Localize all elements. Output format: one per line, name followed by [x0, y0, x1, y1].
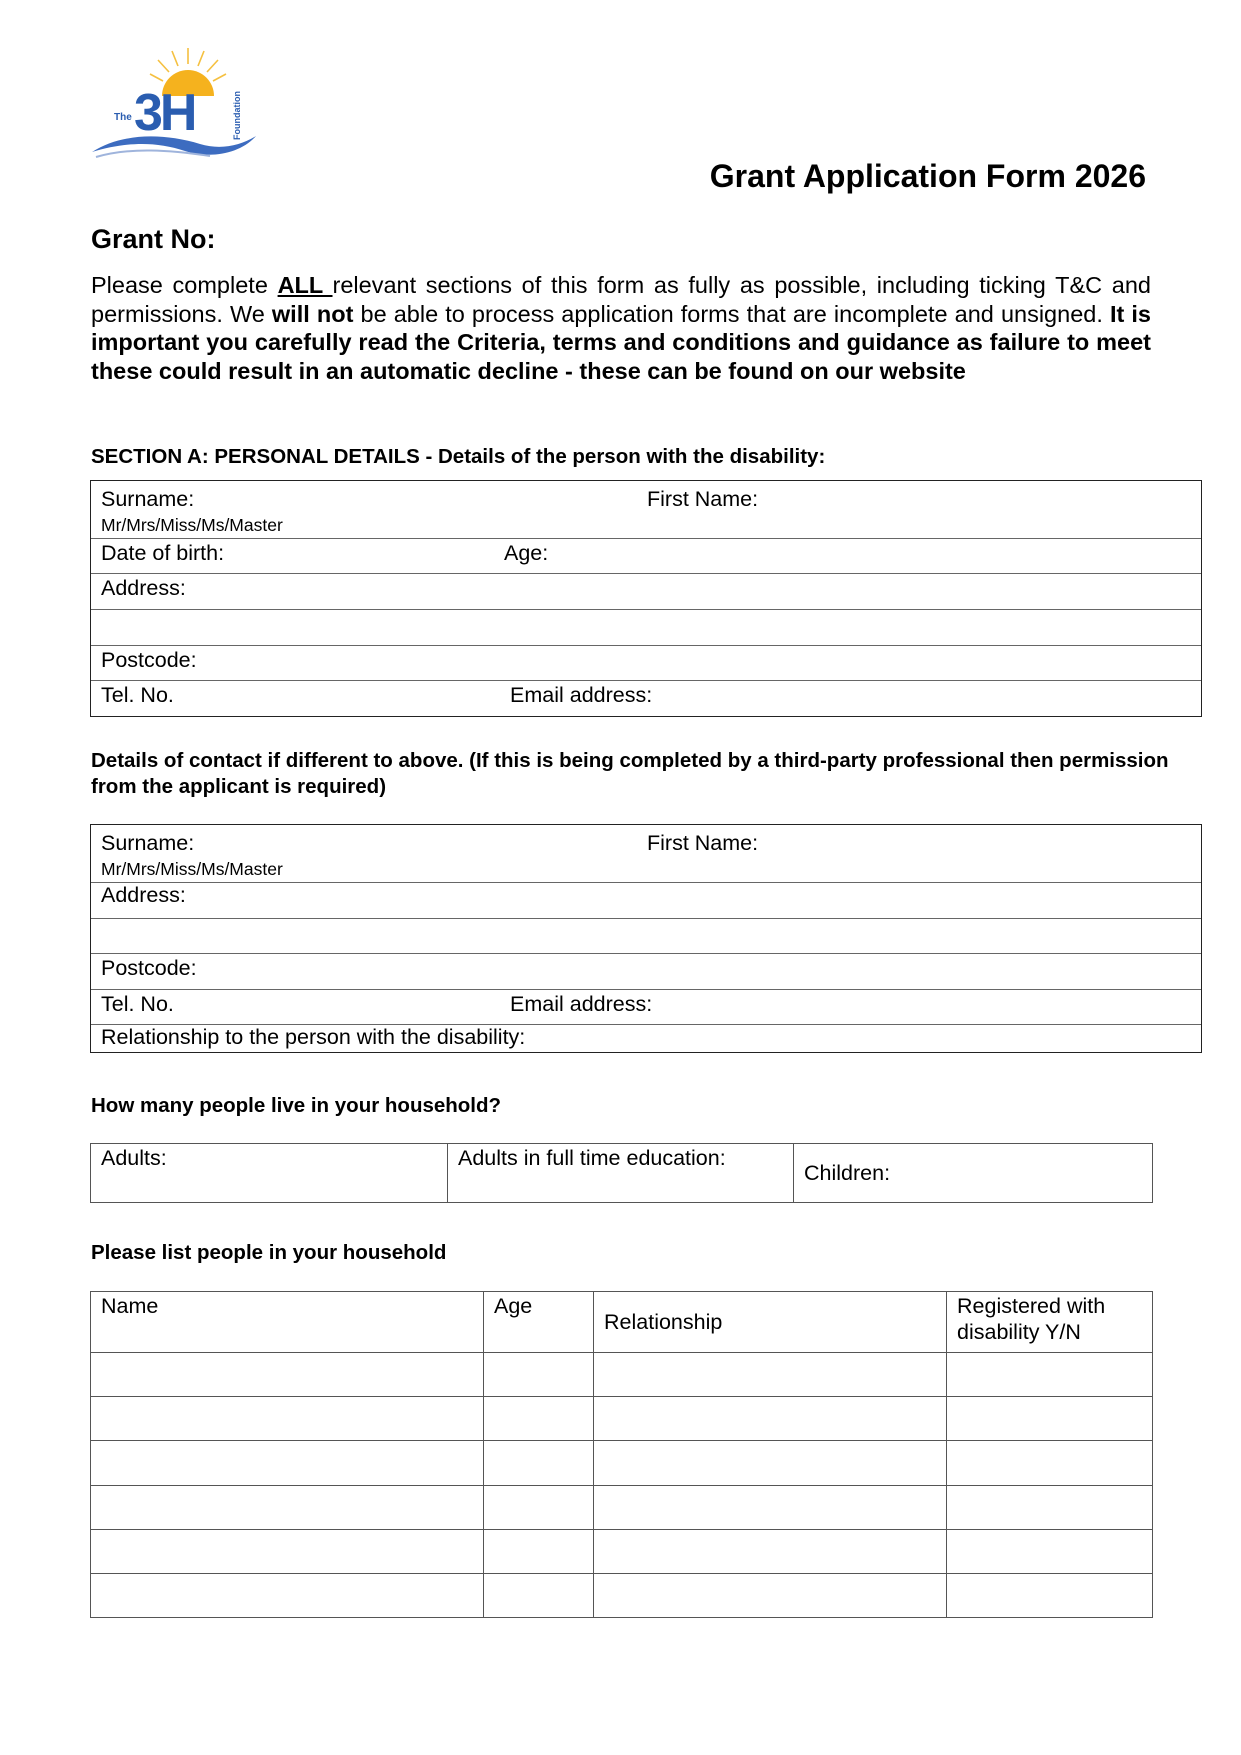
contact-relationship-row[interactable]	[91, 1025, 1201, 1052]
relationship-cell[interactable]	[594, 1397, 947, 1441]
intro-text-3: be able to process application forms that are incomplete and unsigned.	[353, 300, 1110, 327]
registered-cell[interactable]	[947, 1574, 1153, 1618]
relationship-cell[interactable]	[594, 1353, 947, 1397]
adults-cell[interactable]	[91, 1144, 448, 1203]
adults-fte-label: Adults in full time education:	[458, 1146, 726, 1170]
intro-text-2: relevant sections of this form as fully as possible, including ticking T&C and permissions. We	[91, 272, 1151, 327]
column-header-name: Name	[91, 1292, 484, 1353]
postcode-row[interactable]	[91, 646, 1201, 681]
registered-cell[interactable]	[947, 1397, 1153, 1441]
logo-the: The	[114, 112, 132, 123]
contact-address-row[interactable]	[91, 883, 1201, 919]
first-name-label: First Name:	[647, 487, 759, 511]
section-a-heading: SECTION A: PERSONAL DETAILS - Details of the person with the disability:	[91, 445, 826, 468]
tel-label: Tel. No.	[101, 683, 174, 707]
contact-postcode-row[interactable]	[91, 954, 1201, 990]
relationship-cell[interactable]	[594, 1574, 947, 1618]
address-row[interactable]	[91, 574, 1201, 610]
household-list-heading: Please list people in your household	[91, 1241, 447, 1264]
name-cell[interactable]	[91, 1486, 484, 1530]
address-label: Address:	[101, 576, 186, 600]
registered-cell[interactable]	[947, 1441, 1153, 1486]
column-header-age: Age	[484, 1292, 594, 1353]
household-list-table	[90, 1291, 1153, 1618]
tel-email-row[interactable]	[91, 681, 1201, 716]
contact-relationship-label: Relationship to the person with the disability:	[101, 1025, 526, 1049]
logo-foundation: Foundation	[232, 91, 242, 140]
contact-first-name-label: First Name:	[647, 831, 759, 855]
postcode-label: Postcode:	[101, 648, 197, 672]
table-row	[91, 1353, 1153, 1397]
email-label: Email address:	[510, 683, 653, 707]
dob-label: Date of birth:	[101, 541, 225, 565]
table-row	[91, 1574, 1153, 1618]
section-a-table	[90, 480, 1202, 717]
age-label: Age:	[504, 541, 549, 565]
dob-row[interactable]	[91, 539, 1201, 574]
household-list-header	[91, 1292, 1153, 1353]
children-cell[interactable]	[794, 1144, 1153, 1203]
name-cell[interactable]	[91, 1530, 484, 1574]
children-label: Children:	[804, 1160, 891, 1185]
table-row	[91, 1486, 1153, 1530]
intro-will-not: will not	[271, 300, 354, 327]
intro-paragraph	[91, 271, 1151, 385]
foundation-logo	[90, 44, 258, 162]
intro-all-emphasis: ALL	[277, 272, 333, 298]
adults-fte-cell[interactable]	[448, 1144, 794, 1203]
contact-postcode-label: Postcode:	[101, 956, 197, 980]
adults-label: Adults:	[101, 1146, 167, 1170]
contact-surname-label: Surname:	[101, 831, 195, 855]
registered-cell[interactable]	[947, 1486, 1153, 1530]
name-cell[interactable]	[91, 1397, 484, 1441]
household-count-heading: How many people live in your household?	[91, 1094, 502, 1117]
contact-table	[90, 824, 1202, 1053]
contact-tel-email-row[interactable]	[91, 990, 1201, 1025]
name-cell[interactable]	[91, 1353, 484, 1397]
table-row	[91, 1441, 1153, 1486]
name-cell[interactable]	[91, 1574, 484, 1618]
relationship-cell[interactable]	[594, 1486, 947, 1530]
title-options-label: Mr/Mrs/Miss/Ms/Master	[101, 515, 283, 535]
registered-cell[interactable]	[947, 1530, 1153, 1574]
grant-number-label: Grant No:	[91, 224, 216, 254]
column-header-relationship: Relationship	[594, 1292, 947, 1353]
column-header-registered: Registered with disability Y/N	[947, 1292, 1153, 1353]
intro-warning: It is important you carefully read the Criteria, terms and conditions and guidance as failure to meet these could result in an automatic decline - these can be found on our website	[91, 300, 1151, 384]
contact-heading: Details of contact if different to above. (If this is being completed by a third-party professional then permission from the applicant is required)	[91, 749, 1169, 798]
contact-surname-row[interactable]	[91, 825, 1201, 883]
table-row	[91, 1397, 1153, 1441]
contact-address-label: Address:	[101, 883, 186, 907]
contact-address-row-2[interactable]	[91, 919, 1201, 954]
age-cell[interactable]	[484, 1530, 594, 1574]
age-cell[interactable]	[484, 1574, 594, 1618]
surname-row[interactable]	[91, 481, 1201, 539]
age-cell[interactable]	[484, 1397, 594, 1441]
contact-title-options-label: Mr/Mrs/Miss/Ms/Master	[101, 859, 283, 879]
contact-email-label: Email address:	[510, 992, 653, 1016]
age-cell[interactable]	[484, 1486, 594, 1530]
intro-text-1: Please complete	[91, 272, 278, 298]
address-row-2[interactable]	[91, 610, 1201, 646]
age-cell[interactable]	[484, 1441, 594, 1486]
relationship-cell[interactable]	[594, 1441, 947, 1486]
relationship-cell[interactable]	[594, 1530, 947, 1574]
household-count-table	[90, 1143, 1153, 1203]
name-cell[interactable]	[91, 1441, 484, 1486]
page-title: Grant Application Form 2026	[709, 158, 1146, 194]
age-cell[interactable]	[484, 1353, 594, 1397]
table-row	[91, 1530, 1153, 1574]
surname-label: Surname:	[101, 487, 195, 511]
registered-cell[interactable]	[947, 1353, 1153, 1397]
logo-3h: 3H	[134, 84, 195, 142]
contact-tel-label: Tel. No.	[101, 992, 174, 1016]
